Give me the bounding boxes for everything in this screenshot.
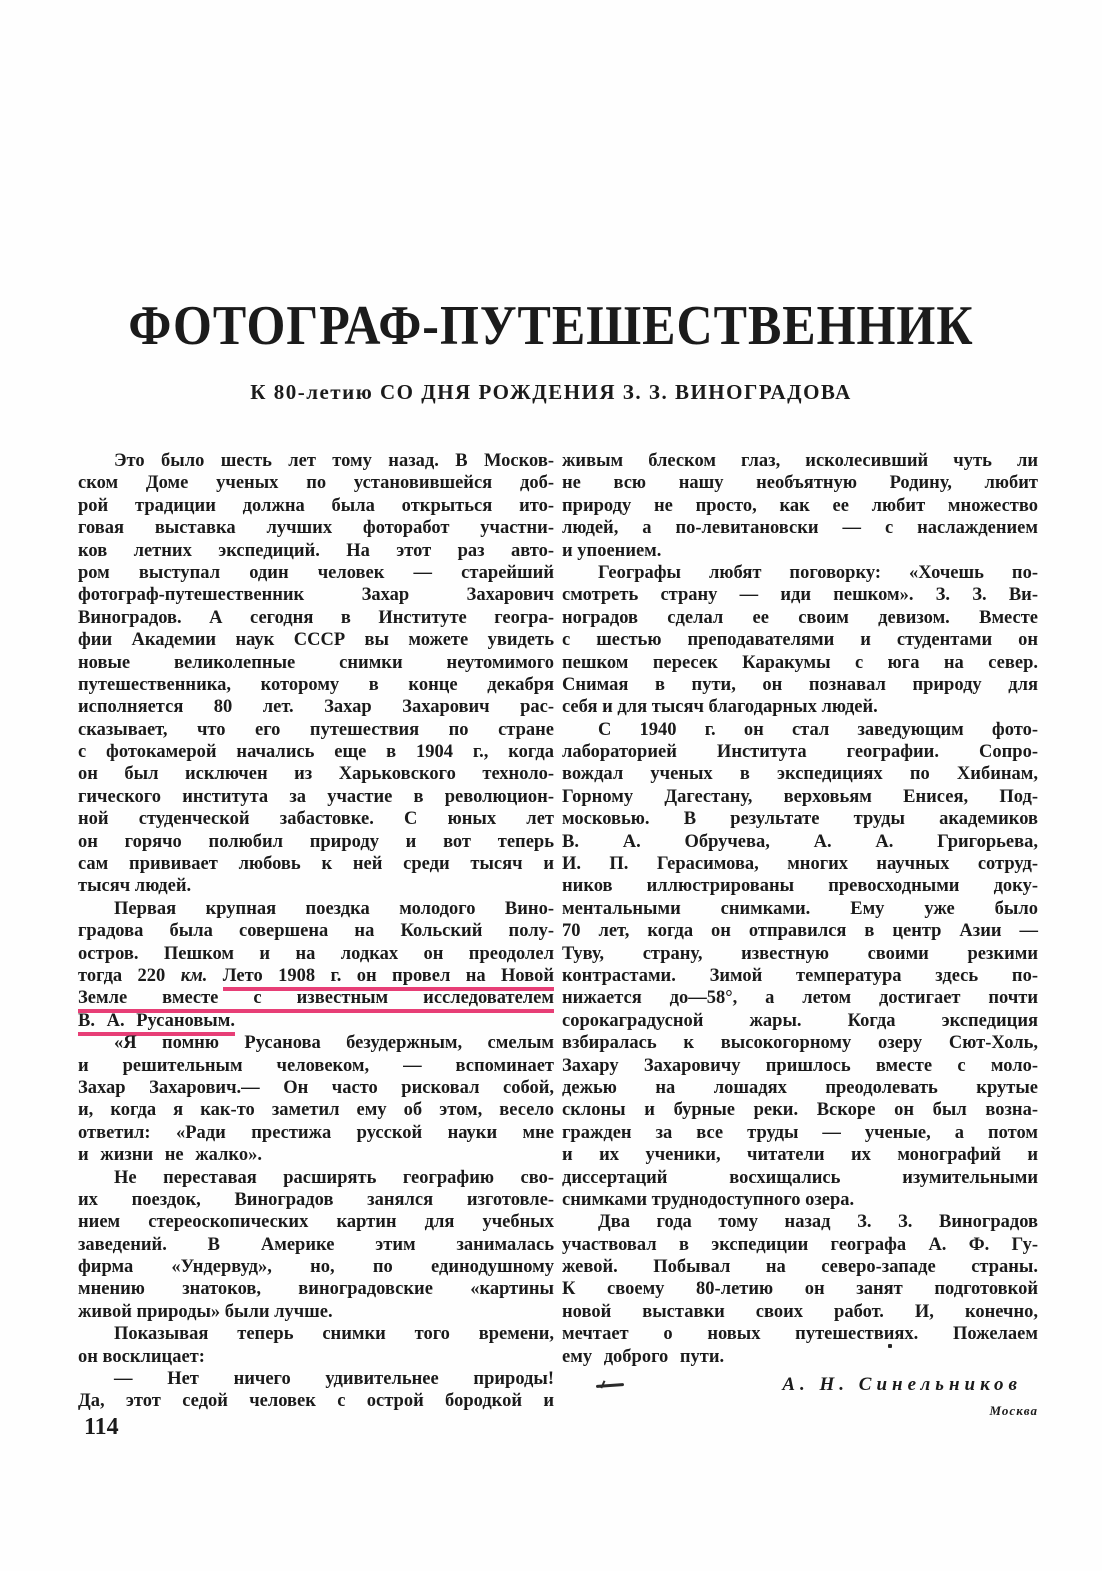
text-line: взбиралась к высокогорному озеру Сют-Холь, [562, 1033, 1038, 1054]
text-line: новые великолепные снимки неутомимого [78, 652, 554, 673]
stray-ink-dot [888, 1344, 892, 1348]
text-line: ему доброго пути. [562, 1346, 725, 1367]
page-number: 114 [84, 1414, 119, 1440]
text-line: склоны и бурные реки. Вскоре он был возна- [562, 1100, 1038, 1121]
text-line: исполняется 80 лет. Захар Захарович рас- [78, 697, 554, 718]
text-line: Виноградов. А сегодня в Институте геогра- [78, 607, 554, 628]
text-line: себя и для тысяч благодарных людей. [562, 697, 878, 718]
text-line: мечтает о новых путешествиях. Пожелаем [562, 1324, 1038, 1345]
text-line: вождал ученых в экспедициях по Хибинам, [562, 764, 1038, 785]
text-line: сам прививает любовь к ней среди тысяч и [78, 854, 554, 875]
text-line: путешественника, которому в конце декабря [78, 674, 554, 695]
article-title: ФОТОГРАФ-ПУТЕШЕСТВЕННИК [128, 293, 974, 357]
text-line: «Я помню Русанова безудержным, смелым [114, 1033, 554, 1054]
text-line: Захару Захаровичу пришлось вместе с моло- [562, 1055, 1038, 1076]
text-line: нием стереоскопических картин для учебных [78, 1212, 554, 1233]
text-line: ной студенческой забастовке. С юных лет [78, 809, 554, 830]
text-line: с шестью преподавателями и студентами он [562, 630, 1038, 651]
signature-place: Москва [989, 1403, 1038, 1419]
text-line: 70 лет, когда он отправился в центр Азии — [562, 921, 1038, 942]
text-line: он горячо полюбил природу и вот теперь [78, 831, 554, 852]
text-line: он был исключен из Харьковского техноло- [78, 764, 554, 785]
text-line: гического института за участие в революцион- [78, 786, 554, 807]
text-line: их поездок, Виноградов занялся изготовле- [78, 1189, 554, 1210]
text-line: ответил: «Ради престижа русской науки мне [78, 1122, 554, 1143]
text-line: Снимая в пути, он познавал природу для [562, 674, 1038, 695]
text-line: ментальными снимками. Ему уже было [562, 898, 1038, 919]
text-line: и их ученики, читатели их монографий и [562, 1145, 1038, 1166]
text-line: заведений. В Америке этим занималась [78, 1234, 554, 1255]
text-line: фирма «Ундервуд», но, по единодушному [78, 1257, 554, 1278]
text-line: фотограф-путешественник Захар Захарович [78, 585, 554, 606]
text-line: Не переставая расширять географию сво- [114, 1167, 554, 1188]
article-subtitle: К 80-летию СО ДНЯ РОЖДЕНИЯ З. З. ВИНОГРАДОВА [250, 380, 852, 404]
text-line: гражден за все труды — ученые, а потом [562, 1122, 1038, 1143]
column-left [78, 450, 554, 1422]
text-line: ников иллюстрированы превосходными доку- [562, 876, 1038, 897]
text-line: фии Академии наук СССР вы можете увидеть [78, 630, 554, 651]
text-line: сказывает, что его путешествия по стране [78, 719, 554, 740]
text-line: московью. В результате труды академиков [562, 809, 1038, 830]
text-line: жевой. Побывал на северо-западе страны. [562, 1257, 1038, 1278]
text-line: сорокаградусной жары. Когда экспедиция [562, 1010, 1038, 1031]
text-line: диссертаций восхищались изумительными [562, 1167, 1038, 1188]
text-line: Да, этот седой человек с острой бородкой и [78, 1391, 554, 1412]
text-line: ноградов сделал ее своим девизом. Вместе [562, 607, 1038, 628]
text-line: Два года тому назад З. З. Виноградов [598, 1212, 1038, 1233]
text-line: ков летних экспедиций. На этот раз авто- [78, 540, 554, 561]
text-line [78, 987, 554, 1009]
text-line: смотреть страну — иди пешком». З. З. Ви- [562, 585, 1038, 606]
text-line: нижается до—58°, а летом достигает почти [562, 988, 1038, 1009]
text-line: рой традиции должна была открыться ито- [78, 495, 554, 516]
text-line: Горному Дагестану, верховьям Енисея, Под- [562, 786, 1038, 807]
text-line: и, когда я как-то заметил ему об этом, весело [78, 1100, 554, 1121]
text-line: с фотокамерой начались еще в 1904 г., когда [78, 742, 554, 763]
underlined-text: В. А. Русановым. [78, 1011, 235, 1036]
text-line: Это было шесть лет тому назад. В Москов- [114, 451, 554, 471]
text-line: он восклицает: [78, 1346, 205, 1367]
text-line: новой выставки своих работ. И, конечно, [562, 1301, 1038, 1322]
column-right [562, 450, 1038, 1422]
text-line: не всю нашу необъятную Родину, любит [562, 473, 1038, 494]
text-line: и жизни не жалко». [78, 1145, 262, 1166]
text-line: дежью на лошадях преодолевать крутые [562, 1077, 1038, 1098]
text-line: пешком пересек Каракумы с юга на север. [562, 652, 1038, 673]
article-body [78, 450, 1038, 1422]
text-line: лабораторией Института географии. Сопро- [562, 742, 1038, 763]
text-line: Захар Захарович.— Он часто рисковал собой, [78, 1077, 554, 1098]
text-line: Первая крупная поездка молодого Вино- [114, 898, 554, 919]
text-line: В. А. Обручева, А. А. Григорьева, [562, 831, 1038, 852]
text-line: живой природы» были лучше. [78, 1301, 333, 1322]
text-line: Показывая теперь снимки того времени, [114, 1324, 554, 1345]
text-line: тысяч людей. [78, 876, 192, 897]
text-line: — Нет ничего удивительнее природы! [114, 1369, 554, 1390]
text-line: К своему 80-летию он занят подготовкой [562, 1279, 1038, 1300]
text-line: людей, а по-левитановски — с наслаждением [562, 518, 1038, 539]
text-line: ском Доме ученых по установившейся доб- [78, 473, 554, 494]
text-line: градова была совершена на Кольский полу- [78, 921, 554, 942]
text-line: мнению знатоков, виноградовские «картины [78, 1279, 554, 1300]
text-line: тогда 220 км. Лето 1908 г. он провел на Новой [78, 965, 554, 987]
text-line: контрастами. Зимой температура здесь по- [562, 965, 1038, 986]
text-line: С 1940 г. он стал заведующим фото- [598, 719, 1038, 740]
text-line: остров. Пешком и на лодках он преодолел [78, 943, 554, 964]
text-line: снимками труднодоступного озера. [562, 1189, 855, 1210]
text-line: природу не просто, как ее любит множество [562, 495, 1038, 516]
text-line: ром выступал один человек — старейший [78, 562, 554, 583]
text-line [78, 1010, 554, 1032]
text-line: И. П. Герасимова, многих научных сотруд- [562, 854, 1038, 875]
signature-author: А. Н. Синельников [782, 1374, 1022, 1396]
text-line: Туву, страну, известную своими резкими [562, 943, 1038, 964]
underlined-text: Лето 1908 г. он провел на Новой [223, 966, 554, 991]
text-line: Географы любят поговорку: «Хочешь по- [598, 562, 1038, 583]
text-line: и решительным человеком, — вспоминает [78, 1055, 554, 1076]
underlined-text: Земле вместе с известным исследователем [78, 988, 554, 1013]
text-line: участвовал в экспедиции географа А. Ф. Гу- [562, 1234, 1038, 1255]
text-line: живым блеском глаз, исколесивший чуть ли [562, 451, 1038, 471]
text-line: говая выставка лучших фоторабот участни- [78, 518, 554, 539]
text-line: и упоением. [562, 540, 662, 561]
